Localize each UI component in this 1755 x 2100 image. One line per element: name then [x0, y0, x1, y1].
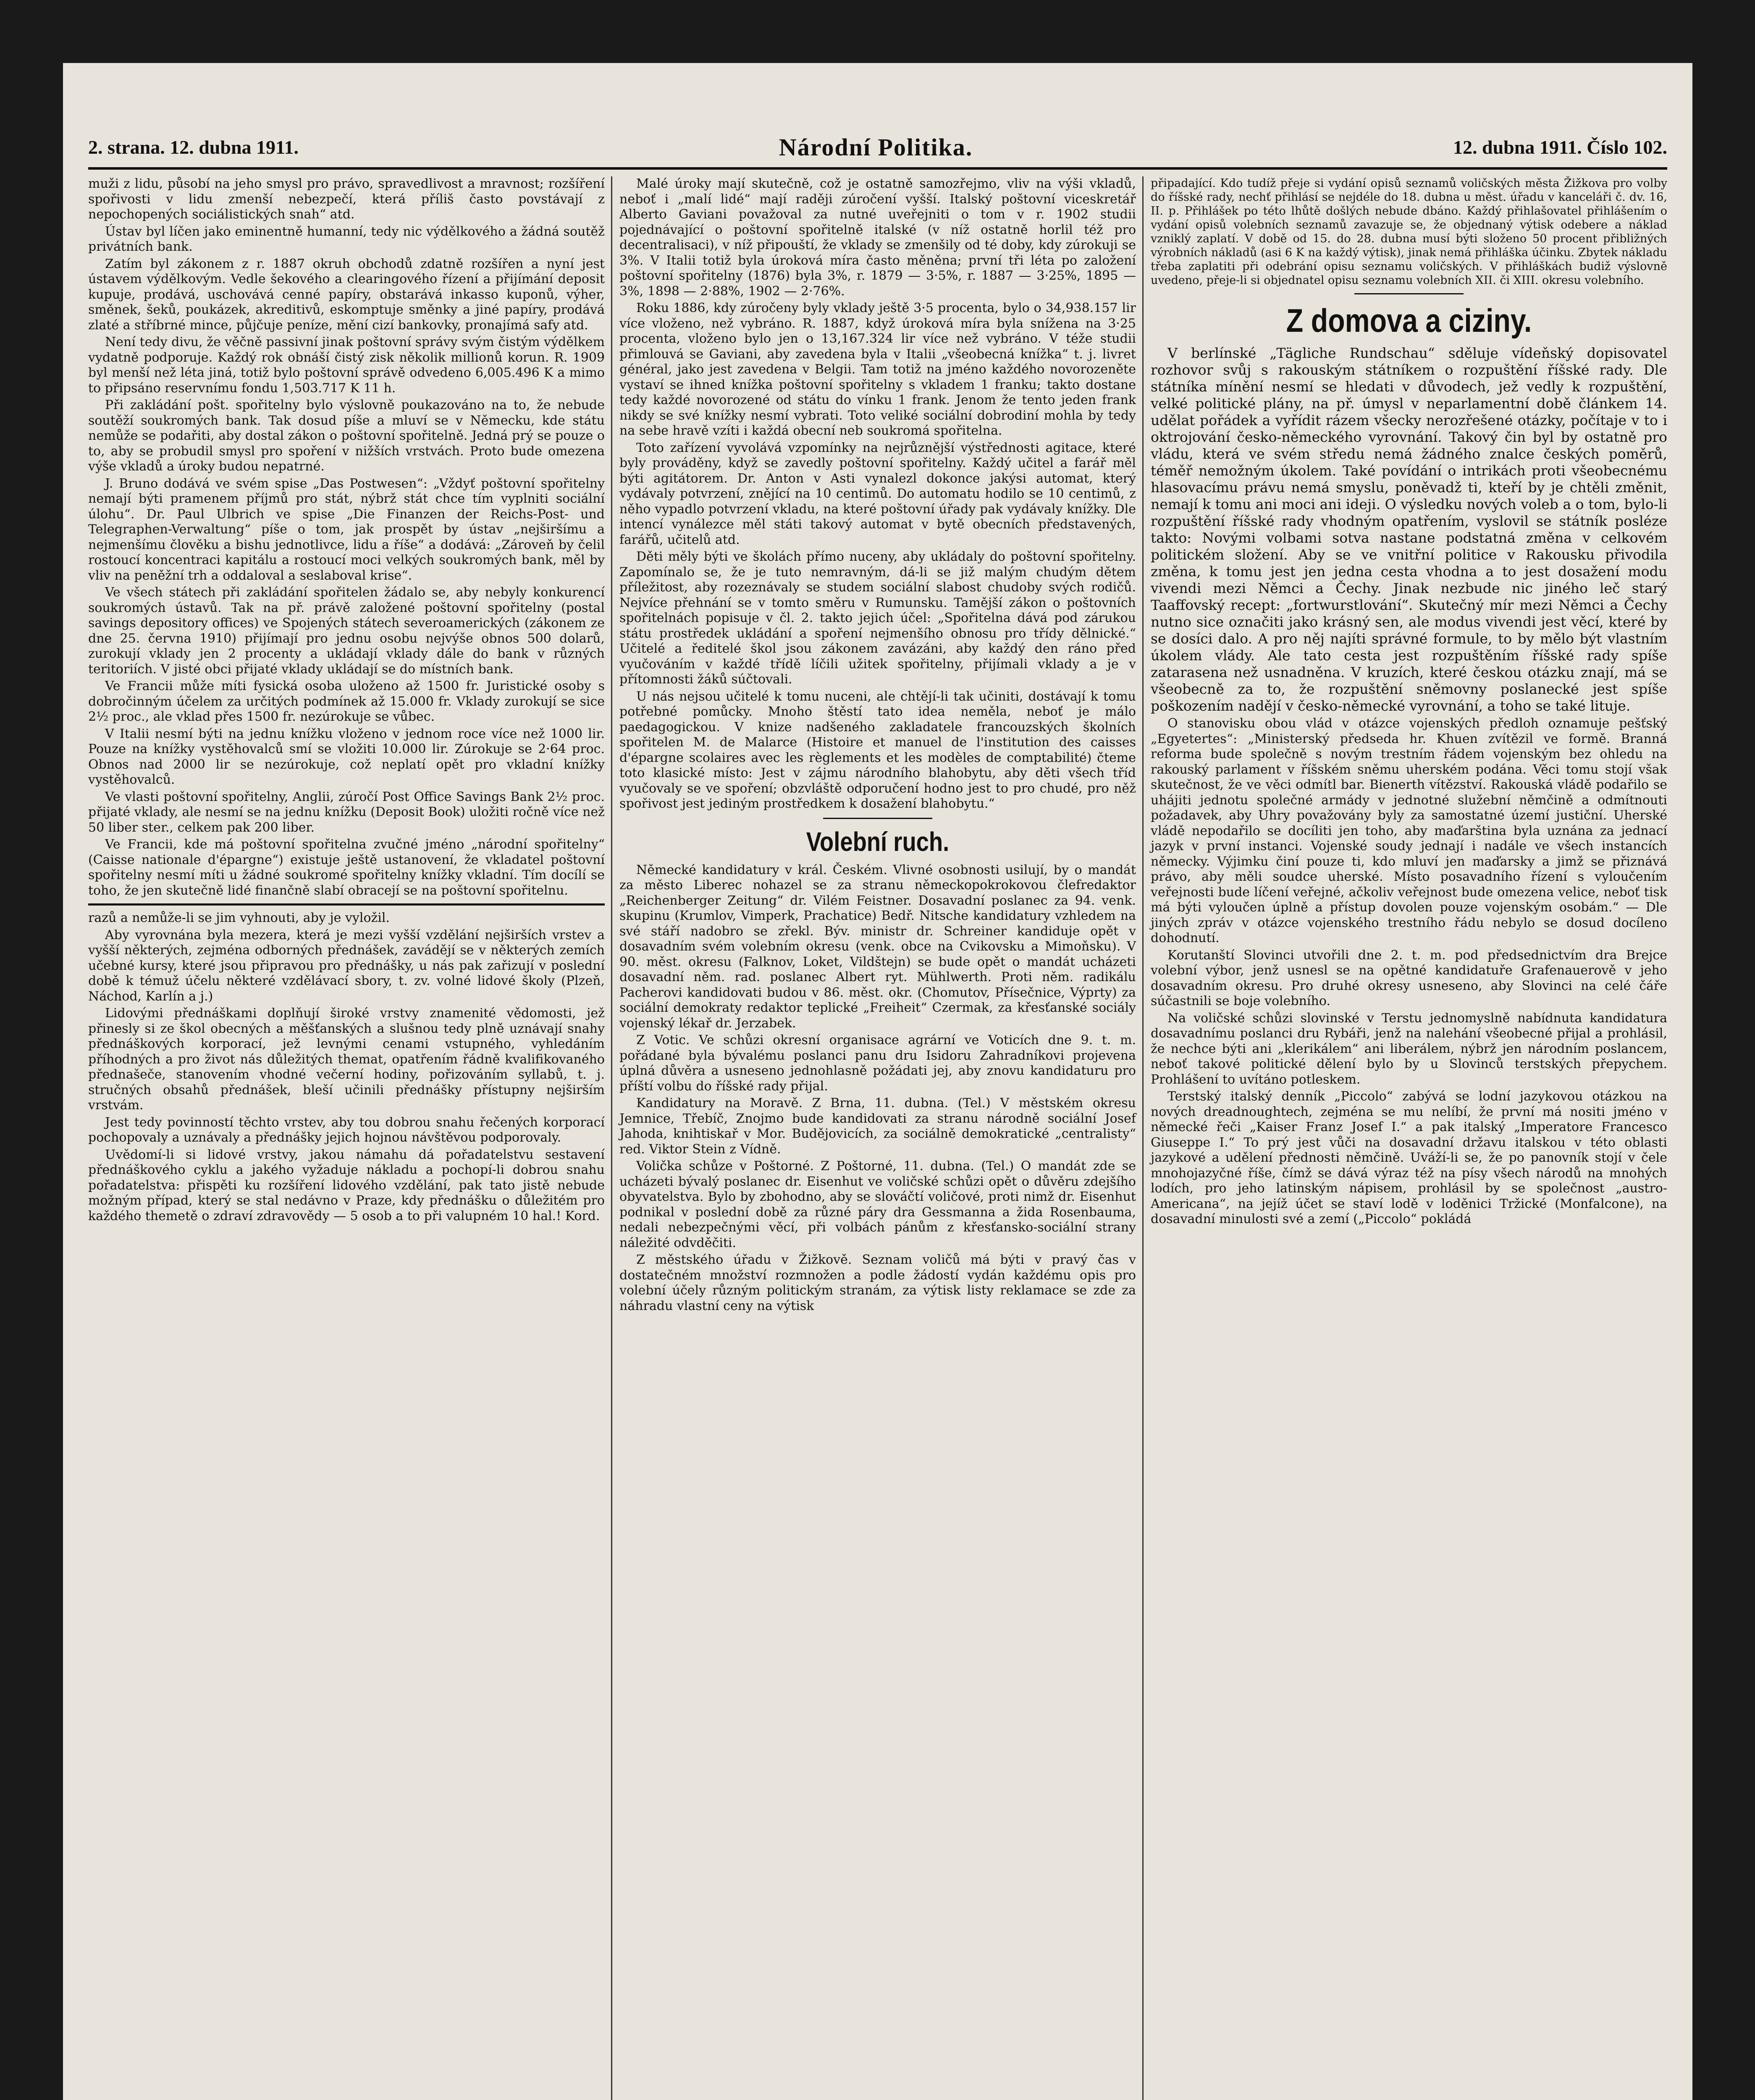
paragraph: Není tedy divu, že věčně passivní jinak poštovní správy svým čistým výdělkem vydatně podporuje. Každý rok obnáší čistý zisk několik millionů korun. R. 1909 byl menší než léta jiná, totiž bylo poštovní správě odvedeno 6,005.496 K a mimo to připsáno reservnímu fondu 1,503.717 K 11 h. — [88, 335, 605, 396]
section-divider — [88, 903, 605, 906]
paragraph: Ve Francii může míti fysická osoba uloženo až 1500 fr. Juristické osoby s dobročinným účelem za určitých podmínek až 15.000 fr. Vklady zurokují se sice 2½ proc., ale vklad přes 1500 fr. nezúrokuje se vůbec. — [88, 679, 605, 724]
paragraph: připadající. Kdo tudíž přeje si vydání opisů seznamů voličských města Žižkova pro volby do říšské rady, nechť přihlásí se nejdéle do 18. dubna u měst. úřadu v kanceláři č. dv. 16, II. p. Přihlášek po této lhůtě došlých nebude dbáno. Každý přihlašovatel přihlášením o vydání opisů volebních seznamů zavazuje se, že objednaný výtisk odebere a náklad vzniklý zaplatí. V době od 15. do 28. dubna musí býti složeno 50 procent přibližných výrobních nákladů (asi 6 K na každý výtisk), jinak nemá přihláška účinku. Zbytek nákladu třeba zaplatiti při odebrání opisu seznamu voličských. V přihláškách budiž výslovně uvedeno, přeje-li si objednatel opisu seznamu volebních XII. či XIII. okresu volebního. — [1151, 177, 1667, 287]
paragraph: J. Bruno dodává ve svém spise „Das Postwesen“: „Vždyť poštovní spořitelny nemají býti pramenem příjmů pro stát, nýbrž stát chce tím vyplniti sociální úlohu“. Dr. Paul Ulbrich ve spise „Die Finanzen der Reichs-Post- und Telegraphen-Verwaltung“ píše o tom, jak prospět by ústav „nejširšímu a nejmenšímu člověku a bishu jednotlivce, lidu a říše“ a dodává: „Zároveň by čelil rostoucí koncentraci kapitálu a rostoucí moci velkých soukromých bank, měl by vliv na peněžní trh a oddaloval a seslaboval krise“. — [88, 476, 605, 583]
column-1 — [88, 176, 605, 2100]
section-heading-z-domova-a-ciziny: Z domova a ciziny. — [1286, 302, 1532, 339]
section-heading-volebni-ruch: Volební ruch. — [806, 826, 950, 857]
paragraph: Z městského úřadu v Žižkově. Seznam voličů má býti v pravý čas v dostatečném množství rozmnožen a podle žádostí vydán každému opis pro volební účely různým politickým stranám, za výtisk listy reklamace se zde za náhradu vlastní ceny na výtisk — [619, 1252, 1136, 1313]
header-rule — [88, 167, 1667, 170]
paragraph: Děti měly býti ve školách přímo nuceny, aby ukládaly do poštovní spořitelny. Zapomínalo se, že je tuto nemravným, dá-li se již malým chudým dětem příležitost, aby rozeznávaly se studem sociální slabost chudoby svých rodičů. Nejvíce přehnání se v tomto směru v Rumunsku. Tamější zákon o poštovních spořitelnách popisuje v čl. 2. takto jejich účel: „Spořitelna dává pod zárukou státu prostředek ukládání a spoření nejmenšího obnosu pro třídy dělnické.“ Učitelé a ředitelé škol jsou zákonem zavázáni, aby každý den ráno před vyučováním v každé třídě líčili užitek spořitelny, přijímali vklady a je v přítomnosti žáků súčtovali. — [619, 549, 1136, 687]
paragraph: Kandidatury na Moravě. Z Brna, 11. dubna. (Tel.) V městském okresu Jemnice, Třebíč, Znojmo bude kandidovati za stranu národně sociální Josef Jahoda, knihtiskař v Mor. Budějovicích, za sociálně demokratické „centralisty“ red. Viktor Stein z Vídně. — [619, 1096, 1136, 1157]
paragraph: Volička schůze v Poštorné. Z Poštorné, 11. dubna. (Tel.) O mandát zde se ucházeti bývalý poslanec dr. Eisenhut ve voličské schůzi opět o důvěru zdejšího obyvatelstva. Bylo by zbohodno, aby se slováčtí voličové, proti nimž dr. Eisenhut podnikal v poslední době za různé páry dra Gessmanna a žida Rosenbauma, nedali nebezpečnými věcí, při volbách pánům z křesťansko-sociální strany náležité odvděčiti. — [619, 1159, 1136, 1250]
column-3 — [1151, 176, 1667, 2100]
paragraph: Ve Francii, kde má poštovní spořitelna zvučné jméno „národní spořitelny“ (Caisse nationale d'épargne“) existuje ještě ustanovení, že vkladatel poštovní spořitelny nesmí míti u žádné soukromé spořitelny knížky vkladní. Tím docílí se toho, že jen skutečně lidé finančně slabí obracejí se na poštovní spořitelnu. — [88, 837, 605, 898]
paragraph: O stanovisku obou vlád v otázce vojenských předloh oznamuje pešťský „Egyetertes“: „Ministerský předseda hr. Khuen zvítězil ve formě. Branná reforma bude společně s novým trestním řádem vojenským bez ohledu na rakouský parlament v říšském sněmu uherském podána. Věci tomu stojí však skutečnost, že ve věci odmítl bar. Bienerth vítězství. Rakouská vládě podařilo se uhájiti jednotu společné armády v jednotné služební němčině a odmítnouti požadavek, aby Uhry považovány byly za samostatné území justiční. Uherské vládě nepodařilo se docíliti jen toho, aby maďarština byla uznána za jednací jazyk v první instanci. Vojenské soudy jednají i nadále ve všech instancích německy. Výjimku činí pouze ti, kdo mluví jen maďarsky a jimž se přiznává právo, aby měli soudce uherské. Místo posavadního řízení s vyloučením veřejnosti bude líčení veřejné, ačkoliv veřejnost bude omezena velice, neboť tisk má býti vyloučen úplně a přístup dovolen pouze vojenským osobám.“ — Dle jiných zpráv v otázce vojenského trestního řádu nebylo se dosud docíleno dohodnutí. — [1151, 716, 1667, 945]
header-right: 12. dubna 1911. Číslo 102. — [1453, 136, 1667, 158]
paragraph: Z Votic. Ve schůzi okresní organisace agrární ve Voticích dne 9. t. m. pořádané byla bývalému poslanci panu dru Isidoru Zahradníkovi projevena úplná důvěra a usneseno jednohlasně požádati jej, aby znovu kandidaturu pro příští volbu do říšské rady přijal. — [619, 1033, 1136, 1094]
paragraph: Korutanští Slovinci utvořili dne 2. t. m. pod předsednictvím dra Brejce volební výbor, jenž usnesl se na opětné kandidatuře Grafenauerově v jeho dosavadním okresu. Pro druhé okresy usneseno, aby Slovinci na celé čáře súčastnili se boje volebního. — [1151, 948, 1667, 1008]
paragraph: Zatím byl zákonem z r. 1887 okruh obchodů zdatně rozšířen a nyní jest ústavem výdělkovým. Vedle šekového a clearingového řízení a přijímání deposit kupuje, prodává, uschovává cenné papíry, obstarává inkasso kuponů, výher, směnek, šeků, poukázek, akreditivů, eskomptuje směnky a jiné papíry, prodává zlaté a stříbrné mince, půjčuje peníze, mění cizí bankovky, pronajímá safy atd. — [88, 256, 605, 333]
masthead-title: Národní Politika. — [779, 133, 973, 161]
paragraph: U nás nejsou učitelé k tomu nuceni, ale chtějí-li tak učiniti, dostávají k tomu potřebné pomůcky. Mnoho štěstí tato idea neměla, neboť je málo paedagogickou. V knize nadšeného zakladatele francouzských školních spořitelen M. de Malarce (Histoire et manuel de l'institution des caisses d'épargne scolaires avec les règlements et les modèles de comptabilité) čteme toto klasické místo: Jest v zájmu národního blahobytu, aby děti všech tříd vyučovaly se ve spoření; obzvláště odporučení hodno jest to pro chudé, pro něž spořivost jest jediným prostředkem k dosažení blahobytu.“ — [619, 689, 1136, 811]
paragraph: Ve vlasti poštovní spořitelny, Anglii, zúročí Post Office Savings Bank 2½ proc. přijaté vklady, ale nesmí se na jednu knížku (Deposit Book) uložiti ročně více než 50 liber ster., celkem pak 200 liber. — [88, 789, 605, 835]
paragraph: Německé kandidatury v král. Českém. Vlivné osobnosti usilují, by o mandát za město Liberec nohazel se za stranu německopokrokovou člefredaktor „Reichenberger Zeitung“ dr. Vilém Feistner. Dosavadní poslanec za 94. venk. skupinu (Krumlov, Vimperk, Prachatice) Bedř. Nitsche kandidatury vzhledem na své stáří nadobro se zřekl. Býv. ministr dr. Schreiner kandiduje opět v dosavadním svém volebním okresu (venk. obce na Cvikovsku a Mimoňsku). V 90. měst. okresu (Falknov, Loket, Vildštejn) se bude opět o mandát ucházeti dosavadní něm. rad. poslanec Albert ryt. Mühlwerth. Proti něm. radikálu Pacherovi kandidovati budou v 86. měst. okr. (Chomutov, Přísečnice, Výprty) za sociální demokraty redaktor teplické „Freiheit“ Czermak, za křesťanské sociály vojenský lékař dr. Jerzabek. — [619, 862, 1136, 1031]
section-divider — [1354, 293, 1464, 294]
paragraph: muži z lidu, působí na jeho smysl pro právo, spravedlivost a mravnost; rozšíření spořivosti v lidu zmenší nebezpečí, která příliš často povstávají z nepochopených sociálistických snah“ atd. — [88, 176, 605, 222]
paragraph: Lidovými přednáškami doplňují široké vrstvy znamenité vědomosti, jež přinesly si ze škol obecných a měšťanských a slušnou tedy plně uznávají snahy přednáškových korporací, jež levnými cenami vstupného, vyhledáním příhodných a pro život nás důležitých themat, opatřením řádně kvalifikovaného přednašeče, stanovením vhodné večerní hodiny, pořizováním syllabů, t. j. stručných obsahů přednášek, bleší učinili přednášky přístupny nejširším vrstvám. — [88, 1006, 605, 1113]
paragraph: Jest tedy povinností těchto vrstev, aby tou dobrou snahu řečených korporací pochopovaly a uznávaly a přednášky jejich hojnou návštěvou podporovaly. — [88, 1115, 605, 1145]
paragraph: Terstský italský denník „Piccolo“ zabývá se lodní jazykovou otázkou na nových dreadnoughtech, zejména se mu nelíbí, že první má nositi jméno v německé řeči „Kaiser Franz Josef I.“ a pak italský „Imperatore Francesco Giuseppe I.“ To prý jest vůči na dosavadní državu italskou v této oblasti jazykové a udělení přednosti němčině. Uváží-li se, že po panovník stojí v čele mnohojazyčné říše, čímž se dává výraz též na písy všech národů na mnohých lodích, pro jeho latinským nápisem, prohlásil by se společnost „austro-Americana“, na jejíž účet se staví lodě v loděnici Tržické (Monfalcone), na dosavadní minulosti své a zemí („Piccolo“ pokládá — [1151, 1089, 1667, 1226]
column-divider — [611, 176, 612, 2100]
paragraph: Ústav byl líčen jako eminentně humanní, tedy nic výdělkového a žádná soutěž privátních bank. — [88, 224, 605, 254]
paragraph: Ve všech státech při zakládání spořitelen žádalo se, aby nebyly konkurencí soukromých ústavů. Tak na př. právě založené poštovní spořitelny (postal savings depository offices) ve Spojených státech severoamerických (zákonem ze dne 25. června 1910) přijímají pro jednu osobu nejvýše obnos 500 dolarů, zurokují vklady jen 2 procenty a ukládají vklady dále do bank v různých teritoriích. V jisté obci přijaté vklady ukládají se do místních bank. — [88, 585, 605, 677]
paragraph: Aby vyrovnána byla mezera, která je mezi vyšší vzdělání nejširších vrstev a vyšší některých, zejména odborných přednášek, zavádějí se v některých zemích učebné kursy, které jsou připravou pro přednášky, u nás pak zařizují v poslední době k témuž účelu některé vzdělávací sbory, t. zv. volné lidové školy (Plzeň, Náchod, Karlín a j.) — [88, 927, 605, 1004]
paragraph: V Italii nesmí býti na jednu knížku vloženo v jednom roce více než 1000 lir. Pouze na knížky vystěhovalců smí se vložiti 10.000 lir. Zúrokuje se 2·64 proc. Obnos nad 2000 lir se nezúrokuje, což neplatí opět pro vkladní knížky vystěhovalců. — [88, 726, 605, 787]
paragraph: Malé úroky mají skutečně, což je ostatně samozřejmo, vliv na výši vkladů, neboť i „malí lidé“ mají raději zúročení vyšší. Italský poštovní viceskretář Alberto Gaviani považoval za nutné uveřejniti o tom v r. 1902 studii pojednávající o poštovní spořitelně italské (v níž ostatně horlil též pro decentralisaci), v níž připouští, že vklady se zmenšily od té doby, kdy zúrokuji se 3%. V Italii totiž byla úroková míra často měněna; první tři léta po založení poštovní spořitelny (1876) byla 3%, r. 1879 — 3·5%, r. 1887 — 3·25%, 1895 — 3%, 1898 — 2·88%, 1902 — 2·76%. — [619, 176, 1136, 299]
section-divider — [823, 818, 932, 819]
paragraph: Na voličské schůzi slovinské v Terstu jednomyslně nabídnuta kandidatura dosavadnímu poslanci dru Rybáři, jenž na nalehání všeobecné přijal a prohlásil, že nechce býti ani „klerikálem“ ani liberálem, nýbrž jen národním poslancem, neboť takové politické dělení bylo by u Slovinců terstských přepychem. Prohlášení to uvítáno potleskem. — [1151, 1011, 1667, 1087]
paragraph: V berlínské „Tägliche Rundschau“ sděluje vídeňský dopisovatel rozhovor svůj s rakouským státníkem o rozpuštění říšské rady. Dle státníka mínění nesmí se hledati v důvodech, jež vedly k rozpuštění, velké politické plány, na př. úmysl v neparlamentní době článkem 14. udělat pořádek a vyřídit rázem všecky nerozřešené otázky, počítaje v to i oktrojování česko-německého vyrovnání. Takový čin byl by ostatně pro vládu, která ve svém středu nemá žádného znalce českých poměrů, téměř nemožným úkolem. Také povídání o intrikách proti všeobecnému hlasovacímu právu nemá smyslu, poněvadž ti, kteří by je chtěli změnit, nemají k tomu ani moci ani ideji. O výsledku nových voleb a o tom, bylo-li rozpuštění říšské rady vhodným opatřením, vyslovil se státník posléze takto: Novými volbami sotva nastane podstatná změna v celkovém politickém složení. Aby se ve vnitřní politice v Rakousku přivodila změna, k tomu jest jen jedna cesta vhodna a to jest dosažení modu vivendi mezi Němci a Čechy. Jinak nezbude nic jiného leč starý Taaffovský recept: „fortwurstlování“. Skutečný mír mezi Němci a Čechy nutno sice označiti jako krásný sen, ale modus vivendi jest věcí, které by se dosíci dalo. A pro něj najíti správné formule, to by mělo být vlastním úkolem vlády. Ale tato cesta jest rozpuštěním říšské rady spíše zatarasena než usnadněna. V kruzích, které českou otázku znají, má se všeobecně za to, že rozpuštění sněmovny poslanecké jest spíše poškozením nadějí v česko-německé vyrovnání, a toho se také lituje. — [1151, 345, 1667, 714]
paragraph: Roku 1886, kdy zúročeny byly vklady ještě 3·5 procenta, bylo o 34,938.157 lir více vloženo, než vybráno. R. 1887, když úroková míra byla snížena na 3·25 procenta, vloženo bylo jen o 13,167.324 lir více než vybráno. V téže studii přimlouvá se Gaviani, aby zavedena byla v Italii „všeobecná knížka“ t. j. livret général, jako jest zavedena v Belgii. Tam totiž na jméno každého novorozeněte vystaví se ihned knížka poštovní spořitelny s vkladem 1 franku; takto dostane tedy každé novorozené od státu do vínku 1 frank. Jenom že tento jeden frank nikdy se své knížky nesmí vybrati. Toto veliké sociální dobrodiní mohla by tedy na sebe hravě vzíti i každá obecní neb soukromá spořitelna. — [619, 301, 1136, 438]
paragraph: Uvědomí-li si lidové vrstvy, jakou námahu dá pořadatelstvu sestavení přednáškového cyklu a jakého vyžaduje nákladu a pochopí-li dobrou snahu pořadatelstva: přispěti ku rozšíření lidového vzdělání, pak tato jistě nebude možným případ, který se stal nedávno v Praze, kdy přednášku o důležitém pro každého themetě o zdraví zdravovědy — 5 osob a to při valupném 10 hal.! Kord. — [88, 1147, 605, 1223]
column-2 — [619, 176, 1136, 2100]
paragraph: razů a nemůže-li se jim vyhnouti, aby je vyložil. — [88, 911, 390, 925]
paragraph: Při zakládání pošt. spořitelny bylo výslovně poukazováno na to, že nebude soutěží soukromých bank. Tak dosud píše a mluví se v Německu, kde státu nemůže se podařiti, aby dostal zákon o poštovní spořitelně. Jedná prý se pouze o to, aby se probudil smysl pro spoření v nižších vrstvách. Proto bude omezena výše vkladů a úroky budou nepatrné. — [88, 398, 605, 474]
page-header — [88, 130, 1667, 164]
column-divider — [1142, 176, 1144, 2100]
header-left: 2. strana. 12. dubna 1911. — [88, 136, 299, 158]
newspaper-page — [63, 63, 1692, 2100]
paragraph: Toto zařízení vyvolává vzpomínky na nejrůznější výstřednosti agitace, které byly prováděny, když se zavedly poštovní spořitelny. Každý učitel a farář měl býti agitátorem. Dr. Anton v Asti vynalezl dokonce jakýsi automat, který vydávaly potvrzení, znějící na 10 centimů. Do automatu hodilo se 10 centimů, z něho vypadlo potvrzení vkladu, na které poštovní úřady pak vydávaly knížky. Dle intencí vynálezce měl státi takový automat v bytě obecních představených, farářů, učitelů atd. — [619, 440, 1136, 547]
